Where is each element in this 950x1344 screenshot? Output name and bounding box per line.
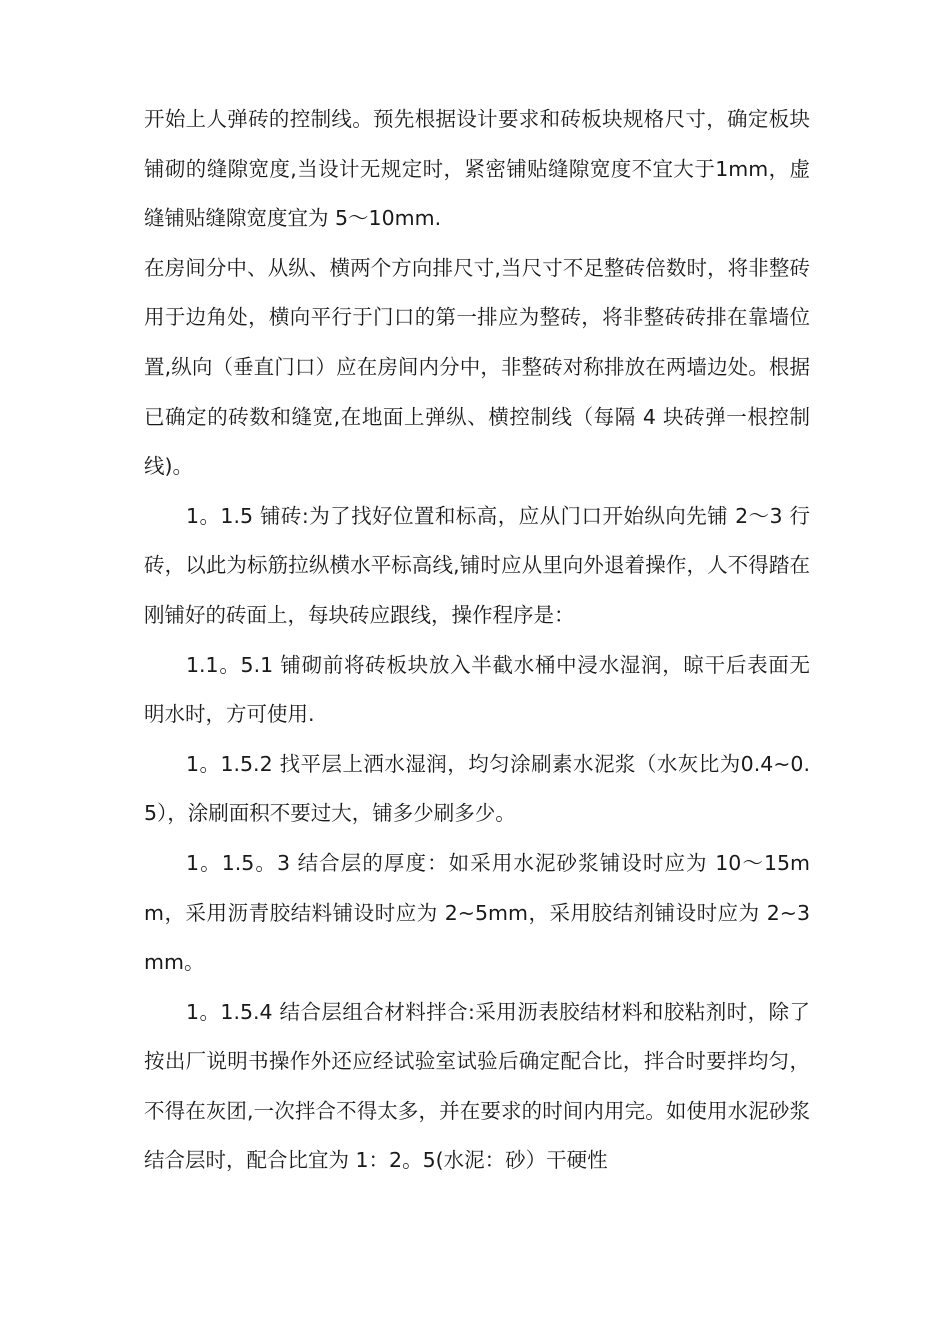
paragraph-control-lines: 开始上人弹砖的控制线。预先根据设计要求和砖板块规格尺寸，确定板块铺砌的缝隙宽度,当设计无规定时，紧密铺贴缝隙宽度不宜大于1mm，虚缝铺贴缝隙宽度宜为 5～10mm. (144, 107, 810, 231)
paragraph-1-1-5-tiling: 1。1.5 铺砖:为了找好位置和标高，应从门口开始纵向先铺 2～3 行砖，以此为标筋拉纵横水平标高线,铺时应从里向外退着操作，人不得踏在刚铺好的砖面上，每块砖应跟线，操作程序是： (144, 503, 810, 627)
paragraph-1-1-5-3-thickness: 1。1.5。3 结合层的厚度：如采用水泥砂浆铺设时应为 10～15mm，采用沥青胶结料铺设时应为 2~5mm，采用胶结剂铺设时应为 2~3mm。 (144, 850, 810, 975)
paragraph-1-1-5-2-wetting: 1。1.5.2 找平层上洒水湿润，均匀涂刷素水泥浆（水灰比为0.4~0.5），涂刷面积不要过大，铺多少刷多少。 (144, 751, 810, 826)
paragraph-layout-dimensions: 在房间分中、从纵、横两个方向排尺寸,当尺寸不足整砖倍数时，将非整砖用于边角处，横向平行于门口的第一排应为整砖，将非整砖砖排在靠墙位置,纵向（垂直门口）应在房间内分中，非整砖对称排放在两墙边处。根据已确定的砖数和缝宽,在地面上弹纵、横控制线（每隔 4 块砖弹一根控制线)。 (144, 255, 810, 479)
paragraph-1-1-5-1-soaking: 1.1。5.1 铺砌前将砖板块放入半截水桶中浸水湿润，晾干后表面无明水时，方可使用. (144, 652, 810, 727)
document-body (144, 95, 810, 1186)
paragraph-1-1-5-4-mixing: 1。1.5.4 结合层组合材料拌合:采用沥表胶结材料和胶粘剂时，除了按出厂说明书操作外还应经试验室试验后确定配合比，拌合时要拌均匀，不得在灰团,一次拌合不得太多，并在要求的时间内用完。如使用水泥砂浆结合层时，配合比宜为 1：2。5(水泥：砂）干硬性 (144, 999, 810, 1173)
